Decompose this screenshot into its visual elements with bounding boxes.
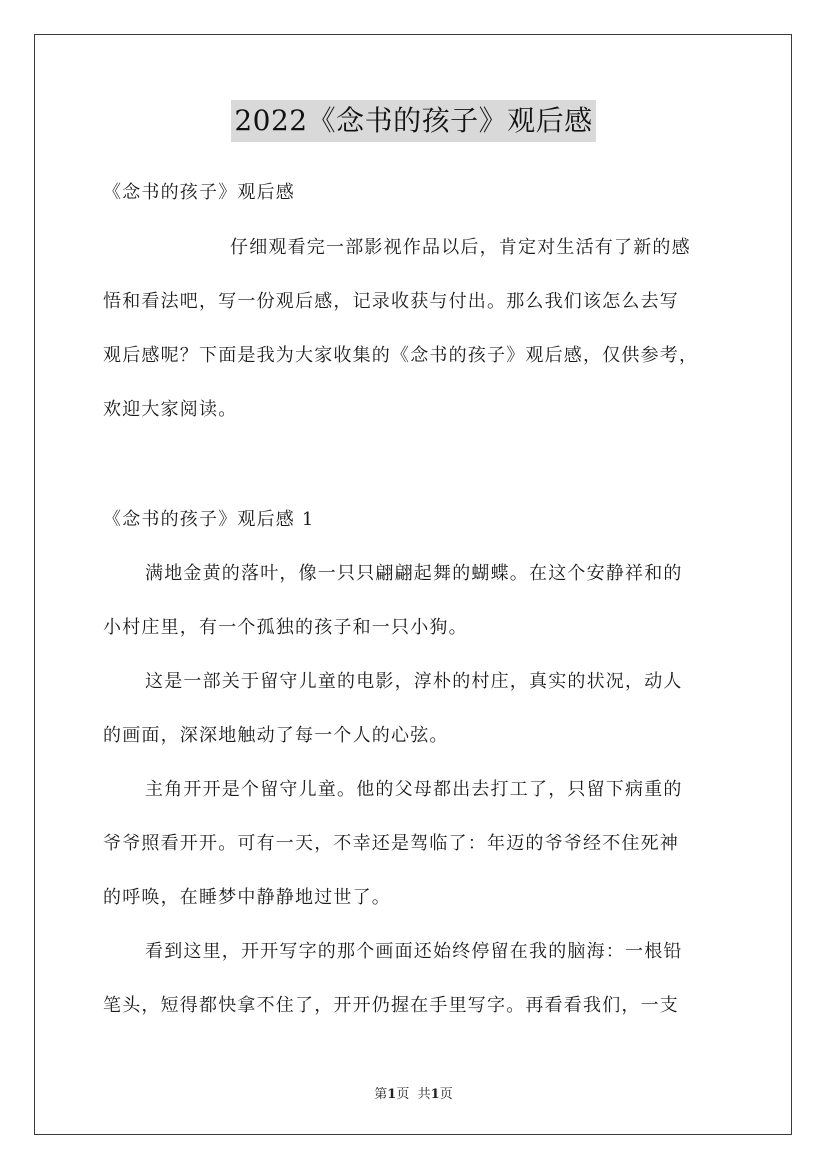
paragraph-line: 笔头，短得都快拿不住了，开开仍握在手里写字。再看看我们，一支 xyxy=(103,995,679,1016)
intro-line: 悟和看法吧，写一份观后感，记录收获与付出。那么我们该怎么去写 xyxy=(103,291,679,312)
paragraph-line: 满地金黄的落叶，像一只只翩翩起舞的蝴蝶。在这个安静祥和的 xyxy=(145,563,683,584)
page-number: 1 xyxy=(387,1087,397,1102)
subtitle: 《念书的孩子》观后感 xyxy=(103,182,295,203)
intro-line: 欢迎大家阅读。 xyxy=(103,399,238,420)
paragraph-line: 这是一部关于留守儿童的电影，淳朴的村庄，真实的状况，动人 xyxy=(145,671,683,692)
page-prefix: 第 xyxy=(374,1087,388,1102)
page-title: 2022《念书的孩子》观后感 xyxy=(231,100,595,142)
total-pages: 1 xyxy=(430,1087,440,1102)
paragraph-line: 小村庄里，有一个孤独的孩子和一只小狗。 xyxy=(103,617,468,638)
paragraph-line: 看到这里，开开写字的那个画面还始终停留在我的脑海：一根铅 xyxy=(145,941,683,962)
paragraph-line: 的呼唤，在睡梦中静静地过世了。 xyxy=(103,887,391,908)
total-suffix: 页 xyxy=(439,1087,453,1102)
paragraph-line: 主角开开是个留守儿童。他的父母都出去打工了，只留下病重的 xyxy=(145,779,683,800)
section-heading: 《念书的孩子》观后感 1 xyxy=(103,509,315,530)
page-footer xyxy=(0,1083,827,1102)
page-suffix: 页 xyxy=(396,1087,410,1102)
intro-line: 观后感呢？下面是我为大家收集的《念书的孩子》观后感，仅供参考， xyxy=(103,345,699,366)
paragraph-line: 爷爷照看开开。可有一天，不幸还是驾临了：年迈的爷爷经不住死神 xyxy=(103,833,679,854)
total-prefix: 共 xyxy=(417,1087,431,1102)
intro-line: 仔细观看完一部影视作品以后，肯定对生活有了新的感 xyxy=(230,237,691,258)
paragraph-line: 的画面，深深地触动了每一个人的心弦。 xyxy=(103,725,449,746)
title-container xyxy=(0,100,827,142)
